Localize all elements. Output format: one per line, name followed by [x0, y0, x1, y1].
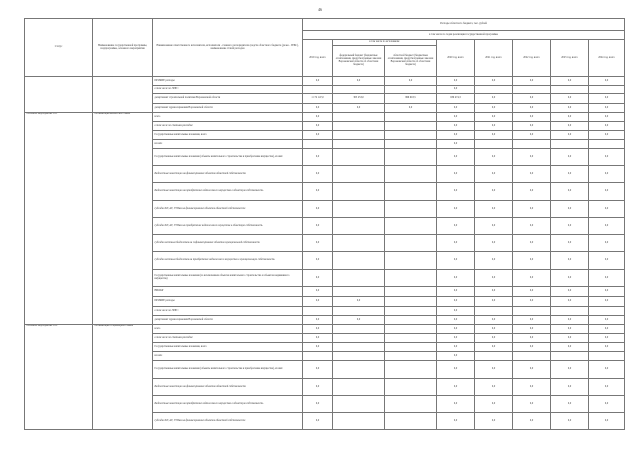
value-cell [385, 140, 437, 149]
value-cell: 0,0 [333, 77, 385, 86]
value-cell: 0,0 [551, 113, 589, 122]
value-cell [333, 86, 385, 94]
value-cell: 0,0 [551, 379, 589, 396]
row-label: субсидии БУ, АУ, ГУПам на приобретение недвижимого имущества в областную собственность [153, 218, 303, 235]
row-label: Государственные капитальные вложения, всего [153, 343, 303, 352]
value-cell: 0,0 [303, 396, 333, 413]
header-2023: 2023 год, всего [551, 40, 589, 77]
value-cell: 0,0 [437, 396, 475, 413]
value-cell: 0,0 [513, 77, 551, 86]
value-cell: 0,0 [513, 334, 551, 343]
value-cell [385, 396, 437, 413]
value-cell: 0,0 [551, 218, 589, 235]
header-federal: федеральный бюджет (бюджетные ассигнования, предусмотренные законом Воронежской области об областном бюджете) [333, 46, 385, 77]
value-cell [551, 140, 589, 149]
value-cell: 0,0 [475, 325, 513, 334]
value-cell: 0,0 [551, 316, 589, 325]
header-2024: 2024 год, всего [589, 40, 625, 77]
value-cell [333, 166, 385, 183]
value-cell: 0,0 [475, 131, 513, 140]
value-cell: 0,0 [303, 297, 333, 307]
value-cell [551, 307, 589, 316]
value-cell [333, 396, 385, 413]
value-cell: 0,0 [551, 183, 589, 201]
value-cell: 0,0 [589, 77, 625, 86]
value-cell [385, 316, 437, 325]
value-cell: 0,0 [475, 297, 513, 307]
header-regional: областной бюджет (бюджетные ассигнования, предусмотренные законом Воронежской области об областном бюджете) [385, 46, 437, 77]
value-cell: 0,0 [589, 201, 625, 218]
value-cell: 0,0 [513, 361, 551, 379]
value-cell: 0,0 [513, 149, 551, 166]
value-cell: 0,0 [437, 149, 475, 166]
value-cell: 0,0 [551, 297, 589, 307]
value-cell [589, 86, 625, 94]
value-cell: 0,0 [333, 316, 385, 325]
value-cell: 0,0 [303, 343, 333, 352]
value-cell: 0,0 [475, 183, 513, 201]
value-cell [385, 325, 437, 334]
value-cell: 0,0 [513, 396, 551, 413]
value-cell: 0,0 [589, 166, 625, 183]
value-cell: 0,0 [589, 149, 625, 166]
value-cell: 0,0 [437, 252, 475, 270]
status-cell [25, 77, 93, 113]
value-cell: 0,0 [437, 166, 475, 183]
value-cell: 0,0 [589, 131, 625, 140]
value-cell [385, 334, 437, 343]
value-cell [385, 201, 437, 218]
value-cell: 0,0 [333, 297, 385, 307]
value-cell: 0,0 [551, 270, 589, 287]
value-cell [385, 252, 437, 270]
row-label: в том числе по статьям расходов: [153, 122, 303, 131]
program-cell: Оптимизация стационарного звена [93, 325, 153, 430]
value-cell [589, 352, 625, 361]
value-cell: 0,0 [513, 183, 551, 201]
value-cell: 0,0 [437, 287, 475, 297]
value-cell: 0,0 [475, 235, 513, 252]
value-cell: 1 172 147,0 [303, 94, 333, 104]
value-cell: 0,0 [551, 325, 589, 334]
value-cell: 0,0 [513, 131, 551, 140]
row-label: из них: [153, 352, 303, 361]
value-cell: 0,0 [437, 413, 475, 430]
value-cell: 0,0 [437, 361, 475, 379]
value-cell: 0,0 [303, 325, 333, 334]
value-cell: 0,0 [303, 316, 333, 325]
table-row [25, 113, 625, 122]
value-cell: 0,0 [589, 325, 625, 334]
value-cell: 0,0 [513, 413, 551, 430]
value-cell: 0,0 [303, 166, 333, 183]
value-cell [551, 86, 589, 94]
status-cell: Основное мероприятие 10.2 [25, 325, 93, 430]
value-cell [385, 166, 437, 183]
value-cell: 0,0 [551, 94, 589, 104]
value-cell: 0,0 [475, 122, 513, 131]
header-2020: 2020 год, всего [437, 40, 475, 77]
value-cell: 0,0 [333, 104, 385, 113]
value-cell: 0,0 [385, 104, 437, 113]
value-cell: 0,0 [551, 122, 589, 131]
value-cell: 0,0 [551, 131, 589, 140]
value-cell: 0,0 [437, 77, 475, 86]
value-cell: 0,0 [475, 361, 513, 379]
value-cell: 0,0 [513, 201, 551, 218]
header-2021: 2021 год, всего [475, 40, 513, 77]
value-cell: 0,0 [513, 113, 551, 122]
value-cell: 0,0 [513, 218, 551, 235]
value-cell [589, 307, 625, 316]
value-cell: 0,0 [437, 140, 475, 149]
value-cell [513, 140, 551, 149]
value-cell: 0,0 [589, 334, 625, 343]
value-cell: 0,0 [589, 287, 625, 297]
value-cell: 0,0 [513, 122, 551, 131]
row-label: департамент здравоохранения Воронежской области [153, 104, 303, 113]
value-cell: 0,0 [551, 396, 589, 413]
value-cell [333, 413, 385, 430]
value-cell [333, 113, 385, 122]
value-cell: 0,0 [303, 270, 333, 287]
value-cell: 0,0 [551, 287, 589, 297]
value-cell: 0,0 [551, 104, 589, 113]
value-cell [513, 307, 551, 316]
value-cell: 0,0 [551, 149, 589, 166]
value-cell: 639 474,3 [437, 94, 475, 104]
value-cell [333, 352, 385, 361]
value-cell: 0,0 [475, 113, 513, 122]
value-cell: 0,0 [303, 334, 333, 343]
row-label: всего [153, 113, 303, 122]
header-status: Статус [25, 19, 93, 77]
value-cell: 0,0 [513, 104, 551, 113]
value-cell: 0,0 [303, 131, 333, 140]
value-cell: 0,0 [475, 396, 513, 413]
value-cell [385, 131, 437, 140]
row-label: субсидии местным бюджетам на приобретение недвижимого имущества в муниципальную собственность [153, 252, 303, 270]
value-cell: 0,0 [589, 218, 625, 235]
value-cell [385, 122, 437, 131]
value-cell: 0,0 [589, 270, 625, 287]
value-cell [385, 352, 437, 361]
value-cell: 0,0 [475, 252, 513, 270]
value-cell: 0,0 [303, 235, 333, 252]
value-cell: 0,0 [589, 104, 625, 113]
row-label: НИОКР [153, 287, 303, 297]
value-cell: 0,0 [437, 104, 475, 113]
row-label: из них: [153, 140, 303, 149]
value-cell: 0,0 [589, 252, 625, 270]
row-label: субсидии местным бюджетам на софинансирование объектов муниципальной собственности [153, 235, 303, 252]
row-label: Государственные капитальные вложения, всего [153, 131, 303, 140]
value-cell: 0,0 [513, 379, 551, 396]
value-cell: 0,0 [513, 297, 551, 307]
value-cell [475, 86, 513, 94]
value-cell: 0,0 [303, 104, 333, 113]
value-cell: 0,0 [303, 218, 333, 235]
value-cell [333, 343, 385, 352]
value-cell: 0,0 [303, 413, 333, 430]
value-cell: 0,0 [475, 218, 513, 235]
value-cell: 0,0 [513, 166, 551, 183]
value-cell: 0,0 [303, 252, 333, 270]
value-cell: 0,0 [475, 287, 513, 297]
row-label: Бюджетные инвестиции на финансирование объектов областной собственности [153, 166, 303, 183]
value-cell: 0,0 [513, 252, 551, 270]
value-cell: 0,0 [513, 287, 551, 297]
row-label: ПРОЧИЕ расходы [153, 297, 303, 307]
value-cell: 0,0 [475, 343, 513, 352]
value-cell [385, 287, 437, 297]
value-cell: 0,0 [437, 379, 475, 396]
value-cell: 0,0 [589, 343, 625, 352]
value-cell: 0,0 [513, 270, 551, 287]
value-cell: 0,0 [303, 201, 333, 218]
value-cell: 0,0 [589, 297, 625, 307]
value-cell: 0,0 [475, 201, 513, 218]
value-cell: 0,0 [589, 122, 625, 131]
value-cell: 0,0 [475, 379, 513, 396]
value-cell [333, 183, 385, 201]
header-2019: 2019 год, всего [303, 40, 333, 77]
value-cell [333, 307, 385, 316]
value-cell: 0,0 [589, 379, 625, 396]
value-cell: 0,0 [475, 77, 513, 86]
header-program: Наименование государственной программы, подпрограммы, основного мероприятия [93, 19, 153, 77]
value-cell: 0,0 [551, 77, 589, 86]
budget-table [24, 18, 625, 430]
row-label: всего [153, 325, 303, 334]
value-cell [385, 235, 437, 252]
value-cell: 0,0 [475, 104, 513, 113]
header-responsible: Наименование ответственного исполнителя, исполнителя - главного распорядителя средств областного бюджета (далее - ГРБС), наименование статей расходов [153, 19, 303, 77]
value-cell [385, 297, 437, 307]
value-cell: 0,0 [589, 413, 625, 430]
status-cell: Основное мероприятие 10.1 [25, 113, 93, 325]
row-label: Бюджетные инвестиции на приобретение недвижимого имущества в областную собственность [153, 183, 303, 201]
value-cell: 0,0 [589, 361, 625, 379]
value-cell [333, 361, 385, 379]
value-cell: 0,0 [437, 307, 475, 316]
page-number: 46 [318, 7, 322, 12]
value-cell [385, 379, 437, 396]
value-cell: 0,0 [437, 131, 475, 140]
value-cell: 0,0 [437, 218, 475, 235]
row-label: ПРОЧИЕ расходы [153, 77, 303, 86]
value-cell: 0,0 [475, 334, 513, 343]
value-cell: 0,0 [589, 235, 625, 252]
value-cell: 0,0 [385, 77, 437, 86]
value-cell: 0,0 [551, 252, 589, 270]
value-cell [551, 352, 589, 361]
value-cell: 0,0 [551, 235, 589, 252]
value-cell: 305 253,0 [333, 94, 385, 104]
value-cell: 0,0 [475, 94, 513, 104]
value-cell [385, 149, 437, 166]
value-cell: 0,0 [437, 235, 475, 252]
value-cell: 0,0 [513, 235, 551, 252]
value-cell: 0,0 [437, 183, 475, 201]
value-cell [385, 343, 437, 352]
value-cell: 0,0 [437, 201, 475, 218]
value-cell: 0,0 [437, 297, 475, 307]
value-cell: 866 918,5 [385, 94, 437, 104]
header-expenses-title: Расходы областного бюджета, тыс. рублей [303, 19, 625, 31]
value-cell [475, 307, 513, 316]
value-cell [333, 235, 385, 252]
row-label: Государственные капитальные вложения (объекты капитального строительства и приобретение имущества), из них: [153, 361, 303, 379]
value-cell: 0,0 [303, 183, 333, 201]
row-label: Бюджетные инвестиции на финансирование объектов областной собственности [153, 379, 303, 396]
header-sources: в том числе по источникам: [333, 40, 437, 46]
value-cell: 0,0 [589, 94, 625, 104]
row-label: субсидии БУ, АУ, ГУПам на финансирование объектов областной собственности [153, 413, 303, 430]
value-cell [333, 122, 385, 131]
header-by-years: в том числе по годам реализации государственной программы [303, 31, 625, 40]
value-cell [385, 86, 437, 94]
value-cell: 0,0 [589, 183, 625, 201]
value-cell [333, 140, 385, 149]
value-cell: 0,0 [589, 396, 625, 413]
value-cell: 0,0 [303, 77, 333, 86]
value-cell [385, 413, 437, 430]
value-cell [475, 140, 513, 149]
value-cell: 0,0 [303, 287, 333, 297]
value-cell: 0,0 [437, 334, 475, 343]
value-cell: 0,0 [551, 361, 589, 379]
value-cell: 0,0 [513, 94, 551, 104]
value-cell: 0,0 [303, 379, 333, 396]
value-cell [475, 352, 513, 361]
value-cell [333, 334, 385, 343]
value-cell: 0,0 [437, 113, 475, 122]
row-label: Государственные капитальные вложения (за исключением объектов капитального строительства и объектов недвижимого имущества) [153, 270, 303, 287]
value-cell [513, 86, 551, 94]
value-cell: 0,0 [589, 316, 625, 325]
value-cell: 0,0 [437, 352, 475, 361]
row-label: департамент здравоохранения Воронежской области [153, 316, 303, 325]
value-cell [385, 270, 437, 287]
row-label: Бюджетные инвестиции на приобретение недвижимого имущества в областную собственность [153, 396, 303, 413]
value-cell: 0,0 [551, 413, 589, 430]
program-cell: Оптимизация кибиатского звена [93, 113, 153, 325]
value-cell: 0,0 [513, 343, 551, 352]
value-cell: 0,0 [437, 316, 475, 325]
value-cell: 0,0 [303, 149, 333, 166]
value-cell [385, 183, 437, 201]
row-label: Государственные капитальные вложения (объекты капитального строительства и приобретение имущества), из них: [153, 149, 303, 166]
value-cell [589, 140, 625, 149]
value-cell: 0,0 [303, 122, 333, 131]
value-cell [385, 113, 437, 122]
value-cell [513, 352, 551, 361]
value-cell: 0,0 [551, 343, 589, 352]
header-2022: 2022 год, всего [513, 40, 551, 77]
value-cell: 0,0 [475, 270, 513, 287]
value-cell: 0,0 [475, 166, 513, 183]
value-cell [333, 252, 385, 270]
value-cell [385, 307, 437, 316]
value-cell [333, 270, 385, 287]
value-cell: 0,0 [303, 361, 333, 379]
value-cell [333, 325, 385, 334]
value-cell: 0,0 [437, 325, 475, 334]
value-cell [333, 149, 385, 166]
value-cell: 0,0 [551, 201, 589, 218]
value-cell [303, 352, 333, 361]
value-cell [333, 131, 385, 140]
value-cell: 0,0 [513, 325, 551, 334]
value-cell: 0,0 [475, 316, 513, 325]
value-cell [333, 287, 385, 297]
value-cell: 0,0 [551, 166, 589, 183]
value-cell [333, 201, 385, 218]
value-cell: 0,0 [437, 270, 475, 287]
row-label: в том числе по ГРБС: [153, 86, 303, 94]
value-cell: 0,0 [437, 343, 475, 352]
program-cell [93, 77, 153, 113]
row-label: субсидии БУ, АУ, ГУПам на финансирование объектов областной собственности [153, 201, 303, 218]
value-cell: 0,0 [303, 113, 333, 122]
value-cell [385, 218, 437, 235]
row-label: в том числе по ГРБС: [153, 307, 303, 316]
value-cell: 0,0 [475, 149, 513, 166]
value-cell [333, 218, 385, 235]
value-cell [385, 361, 437, 379]
value-cell: 0,0 [589, 113, 625, 122]
value-cell: 0,0 [513, 316, 551, 325]
table-row [25, 77, 625, 86]
value-cell [303, 86, 333, 94]
value-cell: 0,0 [551, 334, 589, 343]
value-cell: 0,0 [437, 122, 475, 131]
value-cell [303, 307, 333, 316]
value-cell [333, 379, 385, 396]
row-label: в том числе по статьям расходов: [153, 334, 303, 343]
row-label: департамент строительной политики Воронежской области [153, 94, 303, 104]
value-cell: 0,0 [475, 413, 513, 430]
table-row [25, 325, 625, 334]
value-cell: 0,0 [437, 86, 475, 94]
value-cell [303, 140, 333, 149]
